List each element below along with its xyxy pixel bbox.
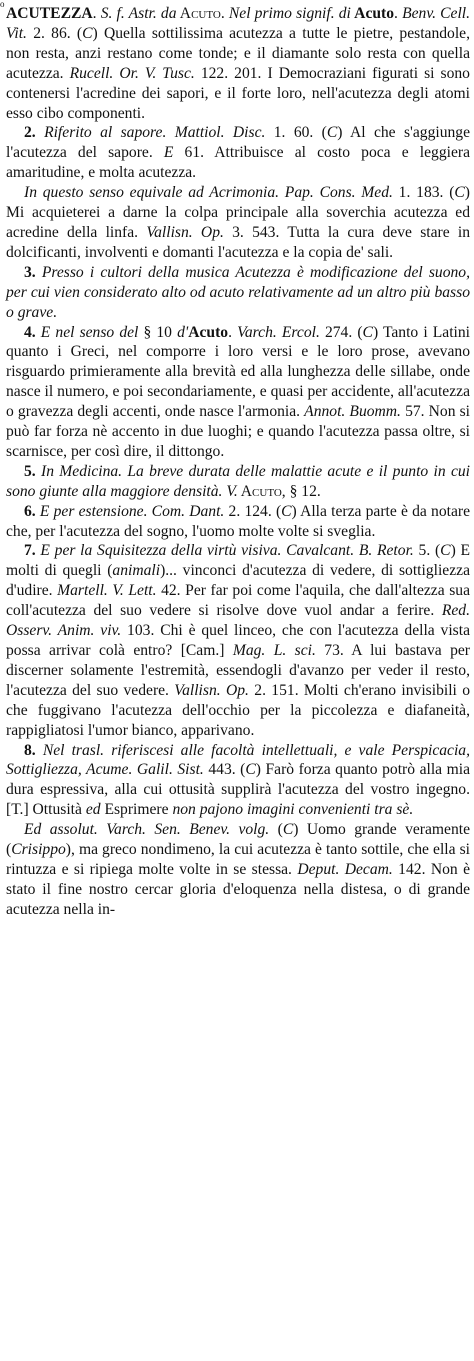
text-segment: C	[82, 24, 93, 42]
text-segment: Esprimere	[100, 801, 173, 819]
text-segment: In questo senso equivale ad Acrimonia. Pap. Cons. Med.	[24, 184, 393, 202]
text-segment: Martell. V. Lett.	[57, 582, 157, 600]
entry-paragraph	[6, 741, 470, 821]
text-segment: ) Uomo grande veramente (	[6, 821, 471, 859]
text-segment: 5. (	[413, 542, 441, 560]
text-segment: ) Alla terza parte è da notare che, per l'acutezza del sogno, l'uomo molte volte si sveglia.	[6, 502, 471, 540]
text-segment: 443. (	[203, 761, 246, 779]
text-segment: E per la Squisitezza della virtù visiva. Cavalcant. B. Retor.	[40, 542, 414, 560]
text-segment: ) Quella sottilissima acutezza a tutte le pietre, pestandole, non resta, anzi restano come tonde; e il diamante solo resta con quella acutezza.	[6, 24, 470, 82]
text-segment: Acuto	[176, 5, 221, 22]
text-segment: ) Farò forza quanto potrò alla mia dura espressiva, alla cui ottusità supplirà l'acutezza del vostro ingegno. [T.] Ottusità	[6, 761, 470, 819]
text-segment: Benv. Cell. Vit.	[6, 5, 471, 42]
text-segment: E	[163, 144, 174, 162]
text-segment: 3. 543. Tutta la cura deve stare in dolcificanti, involventi e domanti l'acutezza e la copia de' sali.	[6, 223, 470, 261]
text-segment: 4.	[24, 323, 41, 341]
text-segment: E nel senso del	[40, 323, 139, 341]
entry-paragraph	[6, 541, 470, 740]
text-segment: d'	[177, 323, 189, 341]
text-segment: Nel trasl. riferiscesi alle facoltà intellettuali, e vale Perspicacia, Sottigliezza, Acume. Galil. Sist.	[6, 741, 470, 779]
text-segment: 274. (	[319, 323, 363, 341]
text-segment: C	[454, 184, 465, 202]
text-segment: Red. Osserv. Anim. viv.	[6, 602, 470, 640]
text-segment: 3.	[24, 263, 42, 281]
text-segment: 142. Non è stato il fine nostro cercar gloria d'eloquenza nella distesa, o di grande acutezza nella in-	[6, 860, 470, 918]
text-segment: non pajono imagini convenienti tra sè.	[172, 801, 414, 819]
text-segment: 61. Attribuisce al costo poca e leggiera amaritudine, e molta acutezza.	[6, 144, 470, 182]
text-segment: In Medicina. La breve durata delle malattie acute e il punto in cui sono giunte alla maggiore densità. V.	[6, 462, 470, 500]
text-segment: Acuto	[237, 482, 282, 500]
text-segment: C	[245, 761, 256, 779]
text-segment: 1. 183. (	[392, 184, 455, 202]
text-segment: .	[220, 5, 229, 22]
text-segment: Annot. Buomm.	[304, 403, 401, 421]
corner-mark: o	[0, 0, 5, 9]
text-segment: animali	[112, 562, 161, 580]
text-segment: ) Tanto i Latini quanto i Greci, nel comporre i loro versi e le loro prose, avevano risguardo primieramente alla brevità ed alla lunghezza delle sillabe, onde nasce il numero, e poi secondariamente, e quasi per accidente, all'acutezza o gravezza degli accenti, onde nasce l'armonia.	[6, 323, 471, 421]
dictionary-entry-acutezza	[6, 4, 470, 920]
text-segment: 122. 201. I Democraziani figurati si sono contenersi l'acredine dei sapori, e il forte loro, nell'acutezza degli atomi esso cibo componenti.	[6, 64, 470, 122]
entry-paragraph	[6, 123, 470, 183]
entry-paragraph	[6, 502, 470, 542]
text-segment: 1. 60. (	[265, 124, 327, 142]
text-segment: )... vinconci d'acutezza di vedere, di sottigliezza d'udire.	[6, 562, 470, 600]
text-segment: .	[92, 5, 101, 22]
text-segment: 2. 151. Molti ch'erano invisibili o che fuggivano l'acutezza dell'occhio per la piccolezza e diafaneità, rappigliatosi l'umor bianco, apparivano.	[6, 681, 470, 739]
text-segment: Vallisn. Op.	[146, 223, 224, 241]
entry-paragraph	[6, 263, 470, 323]
text-segment: E per estensione. Com. Dant.	[39, 502, 225, 520]
text-segment: 42. Per far poi come l'aquila, che dall'altezza sua coll'acutezza del suo vedere si risolve dove vuol andar a ferire.	[6, 582, 470, 620]
text-segment: Varch. Ercol.	[237, 323, 320, 341]
text-segment: S. f. Astr. da	[100, 5, 177, 22]
text-segment: ) Mi acquieterei a darne la colpa principale alla soverchia acutezza ed acredine della linfa.	[6, 184, 470, 241]
text-segment: Ed assolut. Varch. Sen. Benev. volg.	[24, 821, 270, 839]
text-segment: ) E molti di quegli (	[6, 542, 471, 580]
text-segment: ) Al che s'aggiunge l'acutezza del sapore.	[6, 124, 471, 162]
text-segment: (	[269, 821, 283, 839]
text-segment: 57. Non si può far forza nè accento in due luoghi; e quando l'acutezza passa oltre, si scarnisce, per così dire, il dittongo.	[6, 403, 471, 460]
text-segment: 7.	[24, 542, 41, 560]
text-segment: ed	[85, 801, 101, 819]
text-segment: 2. 124. (	[224, 502, 282, 520]
text-segment: ), ma greco nondimeno, la cui acutezza è tanto sottile, che ella si rintuzza e si ripiega molte volte in se stessa.	[6, 841, 470, 878]
text-segment: Acuto	[350, 5, 395, 22]
text-segment: , § 12.	[281, 482, 321, 500]
text-segment: Deput. Decam.	[297, 860, 393, 878]
text-segment: 6.	[24, 502, 40, 520]
entry-paragraph	[6, 323, 470, 462]
text-segment: .	[228, 323, 238, 341]
text-segment: 5.	[24, 462, 41, 480]
text-segment: 2.	[24, 124, 45, 142]
text-segment: Presso i cultori della musica Acutezza è modificazione del suono, per cui vien considerato alto od acuto relativamente ad un altro più basso o grave.	[6, 263, 470, 321]
text-segment: C	[362, 323, 373, 341]
text-segment: C	[326, 124, 338, 142]
text-segment: Rucell. Or. V. Tusc.	[69, 64, 195, 82]
text-segment: Riferito al sapore. Mattiol. Disc.	[44, 124, 266, 142]
text-segment: 2. 86. (	[26, 24, 83, 42]
text-segment: .	[394, 5, 403, 22]
text-segment: Vallisn. Op.	[174, 681, 249, 699]
text-segment: Crisippo	[11, 841, 66, 859]
text-segment: C	[440, 542, 451, 560]
text-segment: 73. A lui bastava per discerner solamente l'estremità, essendogli d'avanzo per veder il resto, l'acutezza del suo vedere.	[6, 642, 471, 699]
entry-paragraph	[6, 183, 470, 263]
text-segment: 8.	[24, 741, 43, 759]
entry-paragraph	[6, 4, 470, 123]
text-segment: C	[282, 821, 294, 839]
text-segment: Mag. L. sci.	[232, 642, 316, 659]
entry-paragraph	[6, 462, 470, 502]
text-segment: ACUTEZZA	[6, 5, 93, 22]
entry-paragraph	[6, 820, 470, 920]
text-segment: Nel primo signif. di	[228, 5, 351, 22]
text-segment: C	[281, 502, 292, 520]
text-segment: Acuto	[188, 323, 229, 341]
text-segment: § 10	[138, 323, 178, 341]
text-segment: 103. Chi è quel linceo, che con l'acutezza della vista possa arrivar colà entro? [Cam.]	[6, 622, 471, 659]
